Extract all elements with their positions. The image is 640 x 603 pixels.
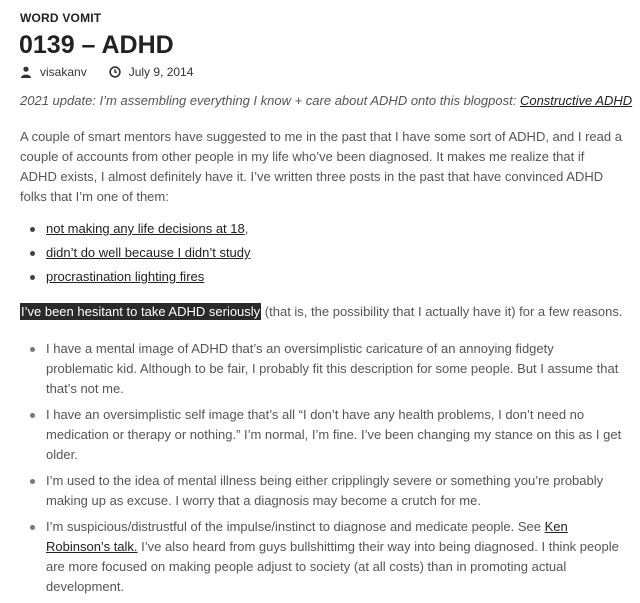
list-item: I have an oversimplistic self image that’s all “I don’t have any health problems, I don’t need no medication or therapy or nothing.” I’m normal, I’m fine. I’ve been changing my stance on this as I get older. xyxy=(20,405,624,465)
past-post-link[interactable]: didn’t do well because I didn’t study xyxy=(46,245,251,260)
past-post-link[interactable]: procrastination lighting fires xyxy=(46,269,205,284)
post-date[interactable]: July 9, 2014 xyxy=(128,65,194,79)
past-post-link[interactable]: not making any life decisions at 18 xyxy=(46,221,245,236)
author-link[interactable]: visakanv xyxy=(40,65,87,79)
constructive-adhd-link[interactable]: Constructive ADHD xyxy=(519,93,633,108)
update-text: 2021 update: I’m assembling everything I know + care about ADHD onto this blogpost: xyxy=(20,93,520,108)
intro-paragraph: A couple of smart mentors have suggested to me in the past that I have some sort of ADHD, and I read a couple of accounts from other people in my life who’ve been diagnosed. It makes me realize that if ADHD exists, I almost definitely have it. I’ve written three posts in the past that have convinced ADHD folks that I’m one of them: xyxy=(20,129,622,204)
user-icon xyxy=(20,66,32,78)
update-note xyxy=(20,92,633,110)
past-posts-list xyxy=(20,217,251,289)
post-meta xyxy=(20,64,193,80)
list-item xyxy=(20,265,251,289)
list-item: I’m used to the idea of mental illness being either cripplingly severe or something you’re probably making up as excuse. I worry that a diagnosis may become a crutch for me. xyxy=(20,471,624,511)
selected-text[interactable]: I’ve been hesitant to take ADHD seriously xyxy=(21,304,261,319)
list-item xyxy=(20,241,251,265)
ken-robinson-link[interactable]: Ken Robinson’s talk. xyxy=(46,519,568,554)
list-item: I’m suspicious/distrustful of the impulse/instinct to diagnose and medicate people. See Ken Robinson’s talk. I’ve also heard from guys bullshittimg their way into being diagnosed. I think people are more focused on making people adjust to society (at all costs) than in promoting actual development. xyxy=(20,517,624,597)
clock-icon xyxy=(109,66,121,78)
post-title: 0139 – ADHD xyxy=(19,31,174,59)
category-link[interactable]: WORD VOMIT xyxy=(20,11,102,25)
list-item: I have a mental image of ADHD that’s an oversimplistic caricature of an annoying fidgety problematic kid. Although to be fair, I probably fit this description for some people. But I assume that that’s not me. xyxy=(20,339,624,399)
hesitant-paragraph xyxy=(20,302,624,322)
hesitant-rest: (that is, the possibility that I actually have it) for a few reasons. xyxy=(261,304,623,319)
reasons-list xyxy=(20,339,624,603)
list-item: not making any life decisions at 18, xyxy=(20,217,251,241)
